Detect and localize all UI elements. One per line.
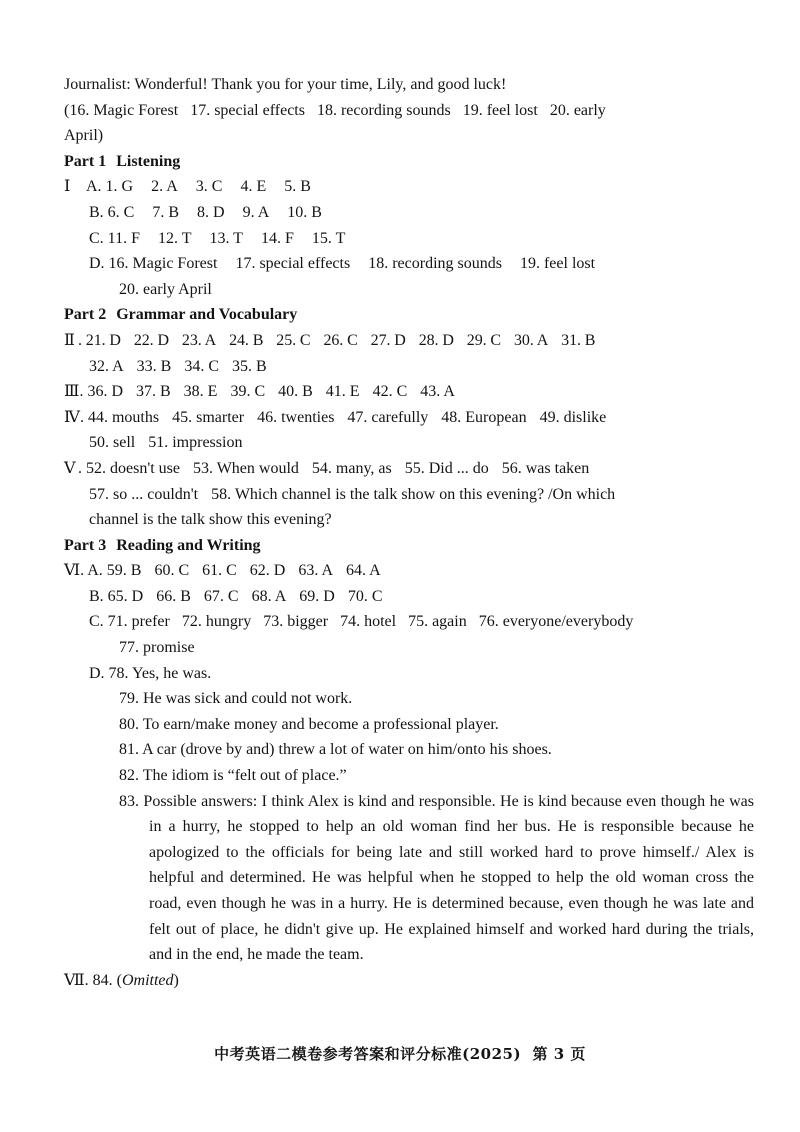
- answer: 2. A: [151, 178, 178, 196]
- roman-numeral-vii: Ⅶ: [64, 971, 85, 989]
- answer: 27. D: [370, 331, 406, 349]
- answer: 45. smarter: [172, 408, 245, 426]
- answer: 29. C: [466, 331, 501, 349]
- answer: B. 65. D: [89, 587, 144, 605]
- answer: 43. A: [420, 383, 455, 401]
- answer-78: D. 78. Yes, he was.: [89, 664, 212, 682]
- answer: 68. A: [251, 587, 287, 605]
- part3-title: Reading and Writing: [116, 536, 261, 554]
- answer: 8. D: [197, 203, 225, 221]
- part1-title: Listening: [116, 152, 181, 170]
- roman-numeral-ii: Ⅱ: [64, 331, 75, 349]
- answer: 69. D: [299, 587, 335, 605]
- section-i-d-cont: 20. early April: [119, 280, 212, 298]
- section-ii: [64, 328, 754, 354]
- section-vi-c: [64, 609, 754, 635]
- roman-numeral-v: Ⅴ: [64, 459, 76, 477]
- section-i-b: [64, 200, 754, 226]
- part2-number: Part 2: [64, 306, 107, 324]
- answer: 64. A: [346, 562, 381, 580]
- answer: 33. B: [136, 357, 172, 375]
- section-i-a: [64, 174, 754, 200]
- answer: 18. recording sounds: [368, 255, 502, 273]
- answer: 57. so ... couldn't: [89, 485, 199, 503]
- answer: C. 71. prefer: [89, 613, 170, 631]
- section-iii: [64, 379, 754, 405]
- answer-84-close: ): [173, 971, 179, 989]
- answer: 14. F: [260, 229, 294, 247]
- answer-80: 80. To earn/make money and become a professional player.: [119, 715, 499, 733]
- answer: B. 6. C: [89, 203, 135, 221]
- section-i-c: [64, 226, 754, 252]
- answer: 22. D: [133, 331, 169, 349]
- answer: 24. B: [229, 331, 264, 349]
- answer: 46. twenties: [257, 408, 335, 426]
- section-ii-cont: [64, 354, 754, 380]
- answer-84-omitted: Omitted: [121, 971, 174, 989]
- answer: 25. C: [276, 331, 311, 349]
- answer: C. 11. F: [89, 229, 140, 247]
- page-footer: 中考英语二模卷参考答案和评分标准(2025) 第 3 页: [214, 1045, 586, 1063]
- answer-84-number: . 84. (: [84, 971, 122, 989]
- answer: . A. 59. B: [80, 562, 142, 580]
- answer: 34. C: [184, 357, 220, 375]
- answer: 67. C: [203, 587, 239, 605]
- answer: 51. impression: [148, 434, 243, 452]
- answer: 28. D: [418, 331, 454, 349]
- part2-heading: [64, 302, 754, 328]
- answer: 75. again: [408, 613, 467, 631]
- answer: 3. C: [195, 178, 223, 196]
- answer: 55. Did ... do: [404, 459, 489, 477]
- answer: 42. C: [372, 383, 408, 401]
- answer-81: 81. A car (drove by and) threw a lot of water on him/onto his shoes.: [119, 741, 552, 759]
- part3-number: Part 3: [64, 536, 107, 554]
- part2-title: Grammar and Vocabulary: [116, 306, 298, 324]
- answer: . 52. doesn't use: [78, 459, 180, 477]
- section-vi-b: [64, 584, 754, 610]
- journalist-line: Journalist: Wonderful! Thank you for your time, Lily, and good luck!: [64, 76, 507, 93]
- answer: 53. When would: [192, 459, 299, 477]
- answer-79: 79. He was sick and could not work.: [119, 690, 353, 708]
- answer: 4. E: [240, 178, 267, 196]
- answer: 73. bigger: [263, 613, 329, 631]
- section-i-d: [64, 251, 754, 277]
- answer: 38. E: [183, 383, 218, 401]
- answer: 74. hotel: [340, 613, 397, 631]
- section-v-cont: [64, 482, 754, 508]
- answer: 41. E: [325, 383, 360, 401]
- answer-content: [64, 72, 754, 993]
- answer: 62. D: [249, 562, 286, 580]
- answer: 56. was taken: [501, 459, 590, 477]
- section-v: [64, 456, 754, 482]
- answer: 58. Which channel is the talk show on this evening? /On which: [211, 485, 616, 503]
- answer: 10. B: [287, 203, 322, 221]
- answer: 26. C: [323, 331, 358, 349]
- part1-number: Part 1: [64, 152, 107, 170]
- section-vi-a: [64, 558, 754, 584]
- answer: 31. B: [561, 331, 596, 349]
- answer: 17. special effects: [235, 255, 351, 273]
- answer: 72. hungry: [181, 613, 252, 631]
- answer: 19. feel lost: [519, 255, 596, 273]
- answer: 63. A: [298, 562, 334, 580]
- answer: 15. T: [311, 229, 346, 247]
- answer: 40. B: [278, 383, 313, 401]
- answer: 7. B: [152, 203, 180, 221]
- section-iv: [64, 405, 754, 431]
- answer: 60. C: [154, 562, 190, 580]
- answer: 13. T: [209, 229, 243, 247]
- answer: 23. A: [181, 331, 217, 349]
- section-iv-cont: [64, 430, 754, 456]
- answer: 54. many, as: [311, 459, 392, 477]
- answer: 50. sell: [89, 434, 136, 452]
- answer: 5. B: [284, 178, 311, 196]
- answer-82: 82. The idiom is “felt out of place.”: [119, 767, 347, 785]
- section-vii: [64, 968, 754, 994]
- part3-heading: [64, 533, 754, 559]
- answer: 66. B: [156, 587, 191, 605]
- section-vi-c-cont: 77. promise: [119, 639, 195, 657]
- answer-83: 83. Possible answers: I think Alex is kind and responsible. He is kind because even though he was in a hurry, he stopped to help an old woman find her bus. He is responsible because he apologized to the officials for being late and still worked hard to prove himself./ Alex is helpful and determined. He was helpful when he stopped to help the old woman cross the road, even though he was in a hurry. He is determined because, even though he was late and felt out of place, he didn't give up. He explained himself and worked hard during the trials, and in the end, he made the team.: [119, 792, 754, 964]
- answer: 30. A: [513, 331, 549, 349]
- answer: 61. C: [202, 562, 237, 580]
- part1-heading: [64, 149, 754, 175]
- answer: 49. dislike: [539, 408, 607, 426]
- answer: . 36. D: [79, 383, 123, 401]
- answer: 48. European: [441, 408, 527, 426]
- listening-summary-line: (16. Magic Forest 17. special effects 18. recording sounds 19. feel lost 20. early: [64, 101, 606, 119]
- roman-numeral-vi: Ⅵ: [64, 562, 81, 580]
- answer: 32. A: [89, 357, 124, 375]
- answer: A. 1. G: [86, 178, 134, 196]
- roman-numeral-i: Ⅰ: [64, 178, 71, 196]
- answer: . 44. mouths: [79, 408, 160, 426]
- answer: . 21. D: [78, 331, 121, 349]
- answer: 9. A: [242, 203, 270, 221]
- answer: 76. everyone/everybody: [478, 613, 634, 631]
- answer: D. 16. Magic Forest: [89, 255, 218, 273]
- answer: 37. B: [136, 383, 171, 401]
- answer: 39. C: [230, 383, 266, 401]
- answer: 12. T: [157, 229, 192, 247]
- answer: 47. carefully: [347, 408, 429, 426]
- listening-summary-line-end: April): [64, 127, 104, 145]
- roman-numeral-iv: Ⅳ: [64, 408, 80, 426]
- section-v-cont-2: channel is the talk show this evening?: [89, 511, 332, 529]
- answer: 35. B: [232, 357, 267, 375]
- roman-numeral-iii: Ⅲ: [64, 383, 80, 401]
- answer: 70. C: [347, 587, 383, 605]
